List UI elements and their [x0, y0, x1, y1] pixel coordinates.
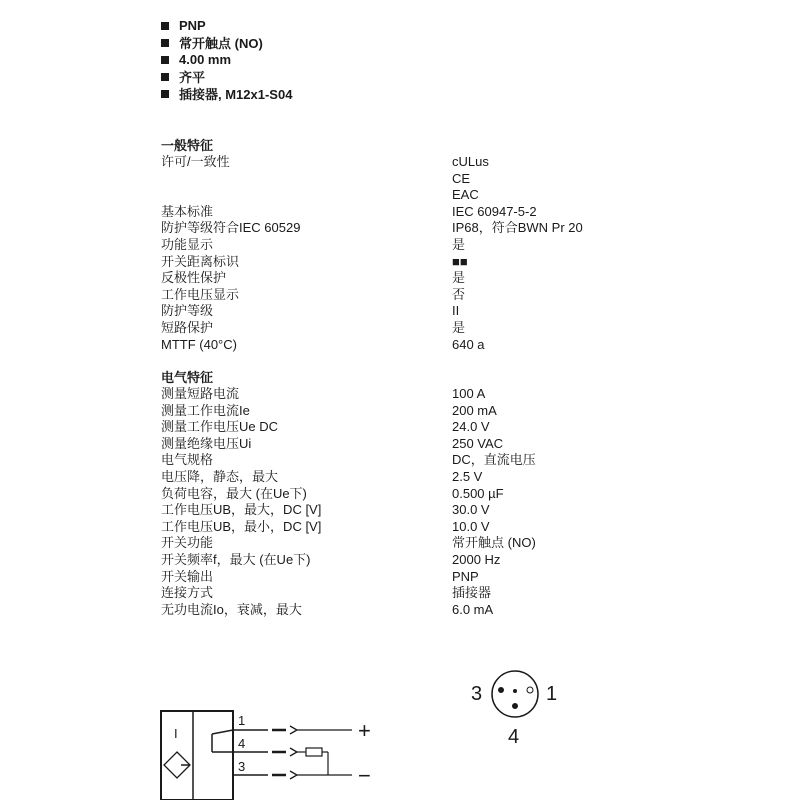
spec-row: 测量短路电流 100 A: [161, 386, 486, 401]
spec-row: 开关功能 常开触点 (NO): [161, 535, 536, 551]
feature-item: 4.00 mm: [161, 51, 292, 68]
spec-row: 基本标准 IEC 60947-5-2: [161, 203, 537, 219]
spec-row: 反极性保护 是: [161, 270, 466, 286]
section-title: 一般特征: [161, 138, 214, 153]
spec-row: 工作电压UB，最大，DC [V] 30.0 V: [161, 502, 490, 518]
pin-label-bottom: 4: [508, 726, 520, 748]
pin-label-right: 1: [546, 683, 558, 705]
spec-row: 工作电压显示 否: [161, 286, 466, 302]
wire-label-4: 4: [238, 736, 246, 751]
feature-item: 常开触点 (NO): [161, 34, 292, 51]
spec-row: CE: [452, 170, 471, 186]
spec-row: 开关距离标识 ■■: [161, 253, 468, 269]
spec-row: EAC: [452, 187, 479, 203]
spec-row: MTTF (40°C) 640 a: [161, 336, 485, 352]
spec-row: 负荷电容，最大 (在Ue下) 0.500 µF: [161, 485, 504, 501]
pin-label-left: 3: [471, 683, 483, 705]
section-title: 电气特征: [161, 370, 214, 385]
connector-arrow-icon: [290, 771, 297, 779]
wire-label-1: 1: [238, 713, 246, 728]
connector-arrow-icon: [290, 748, 297, 756]
spec-row: 测量工作电流Ie 200 mA: [161, 402, 497, 418]
spec-row: 功能显示 是: [161, 236, 466, 252]
spec-row: 防护等级符合IEC 60529 IP68，符合BWN Pr 20: [161, 220, 583, 236]
spec-row: 短路保护 是: [161, 319, 466, 335]
spec-row: 开关频率f，最大 (在Ue下) 2000 Hz: [161, 551, 501, 567]
plus-sign: +: [358, 718, 371, 743]
connector-arrow-icon: [290, 726, 297, 734]
spec-row: 无功电流Io，衰减，最大 6.0 mA: [161, 601, 494, 617]
load-resistor: [306, 748, 322, 756]
spec-row: 防护等级 II: [161, 303, 460, 319]
sensor-box: [161, 711, 233, 800]
spec-row: 许可/一致性 cULus: [161, 154, 489, 169]
spec-row: 电气规格 DC，直流电压: [161, 452, 536, 468]
spec-row: 开关输出 PNP: [161, 568, 479, 584]
spec-row: 测量工作电压Ue DC 24.0 V: [161, 419, 490, 435]
wire-label-3: 3: [238, 759, 246, 774]
minus-sign: −: [358, 763, 371, 788]
spec-row: 连接方式 插接器: [161, 585, 492, 601]
feature-item: PNP: [161, 17, 292, 34]
feature-item: 齐平: [161, 68, 292, 85]
feature-item: 插接器, M12x1-S04: [161, 85, 292, 102]
sensor-box-label: I: [174, 726, 178, 741]
spec-row: 测量绝缘电压Ui 250 VAC: [161, 435, 504, 451]
spec-row: 电压降，静态，最大 2.5 V: [161, 468, 483, 484]
spec-row: 工作电压UB，最小，DC [V] 10.0 V: [161, 518, 490, 534]
